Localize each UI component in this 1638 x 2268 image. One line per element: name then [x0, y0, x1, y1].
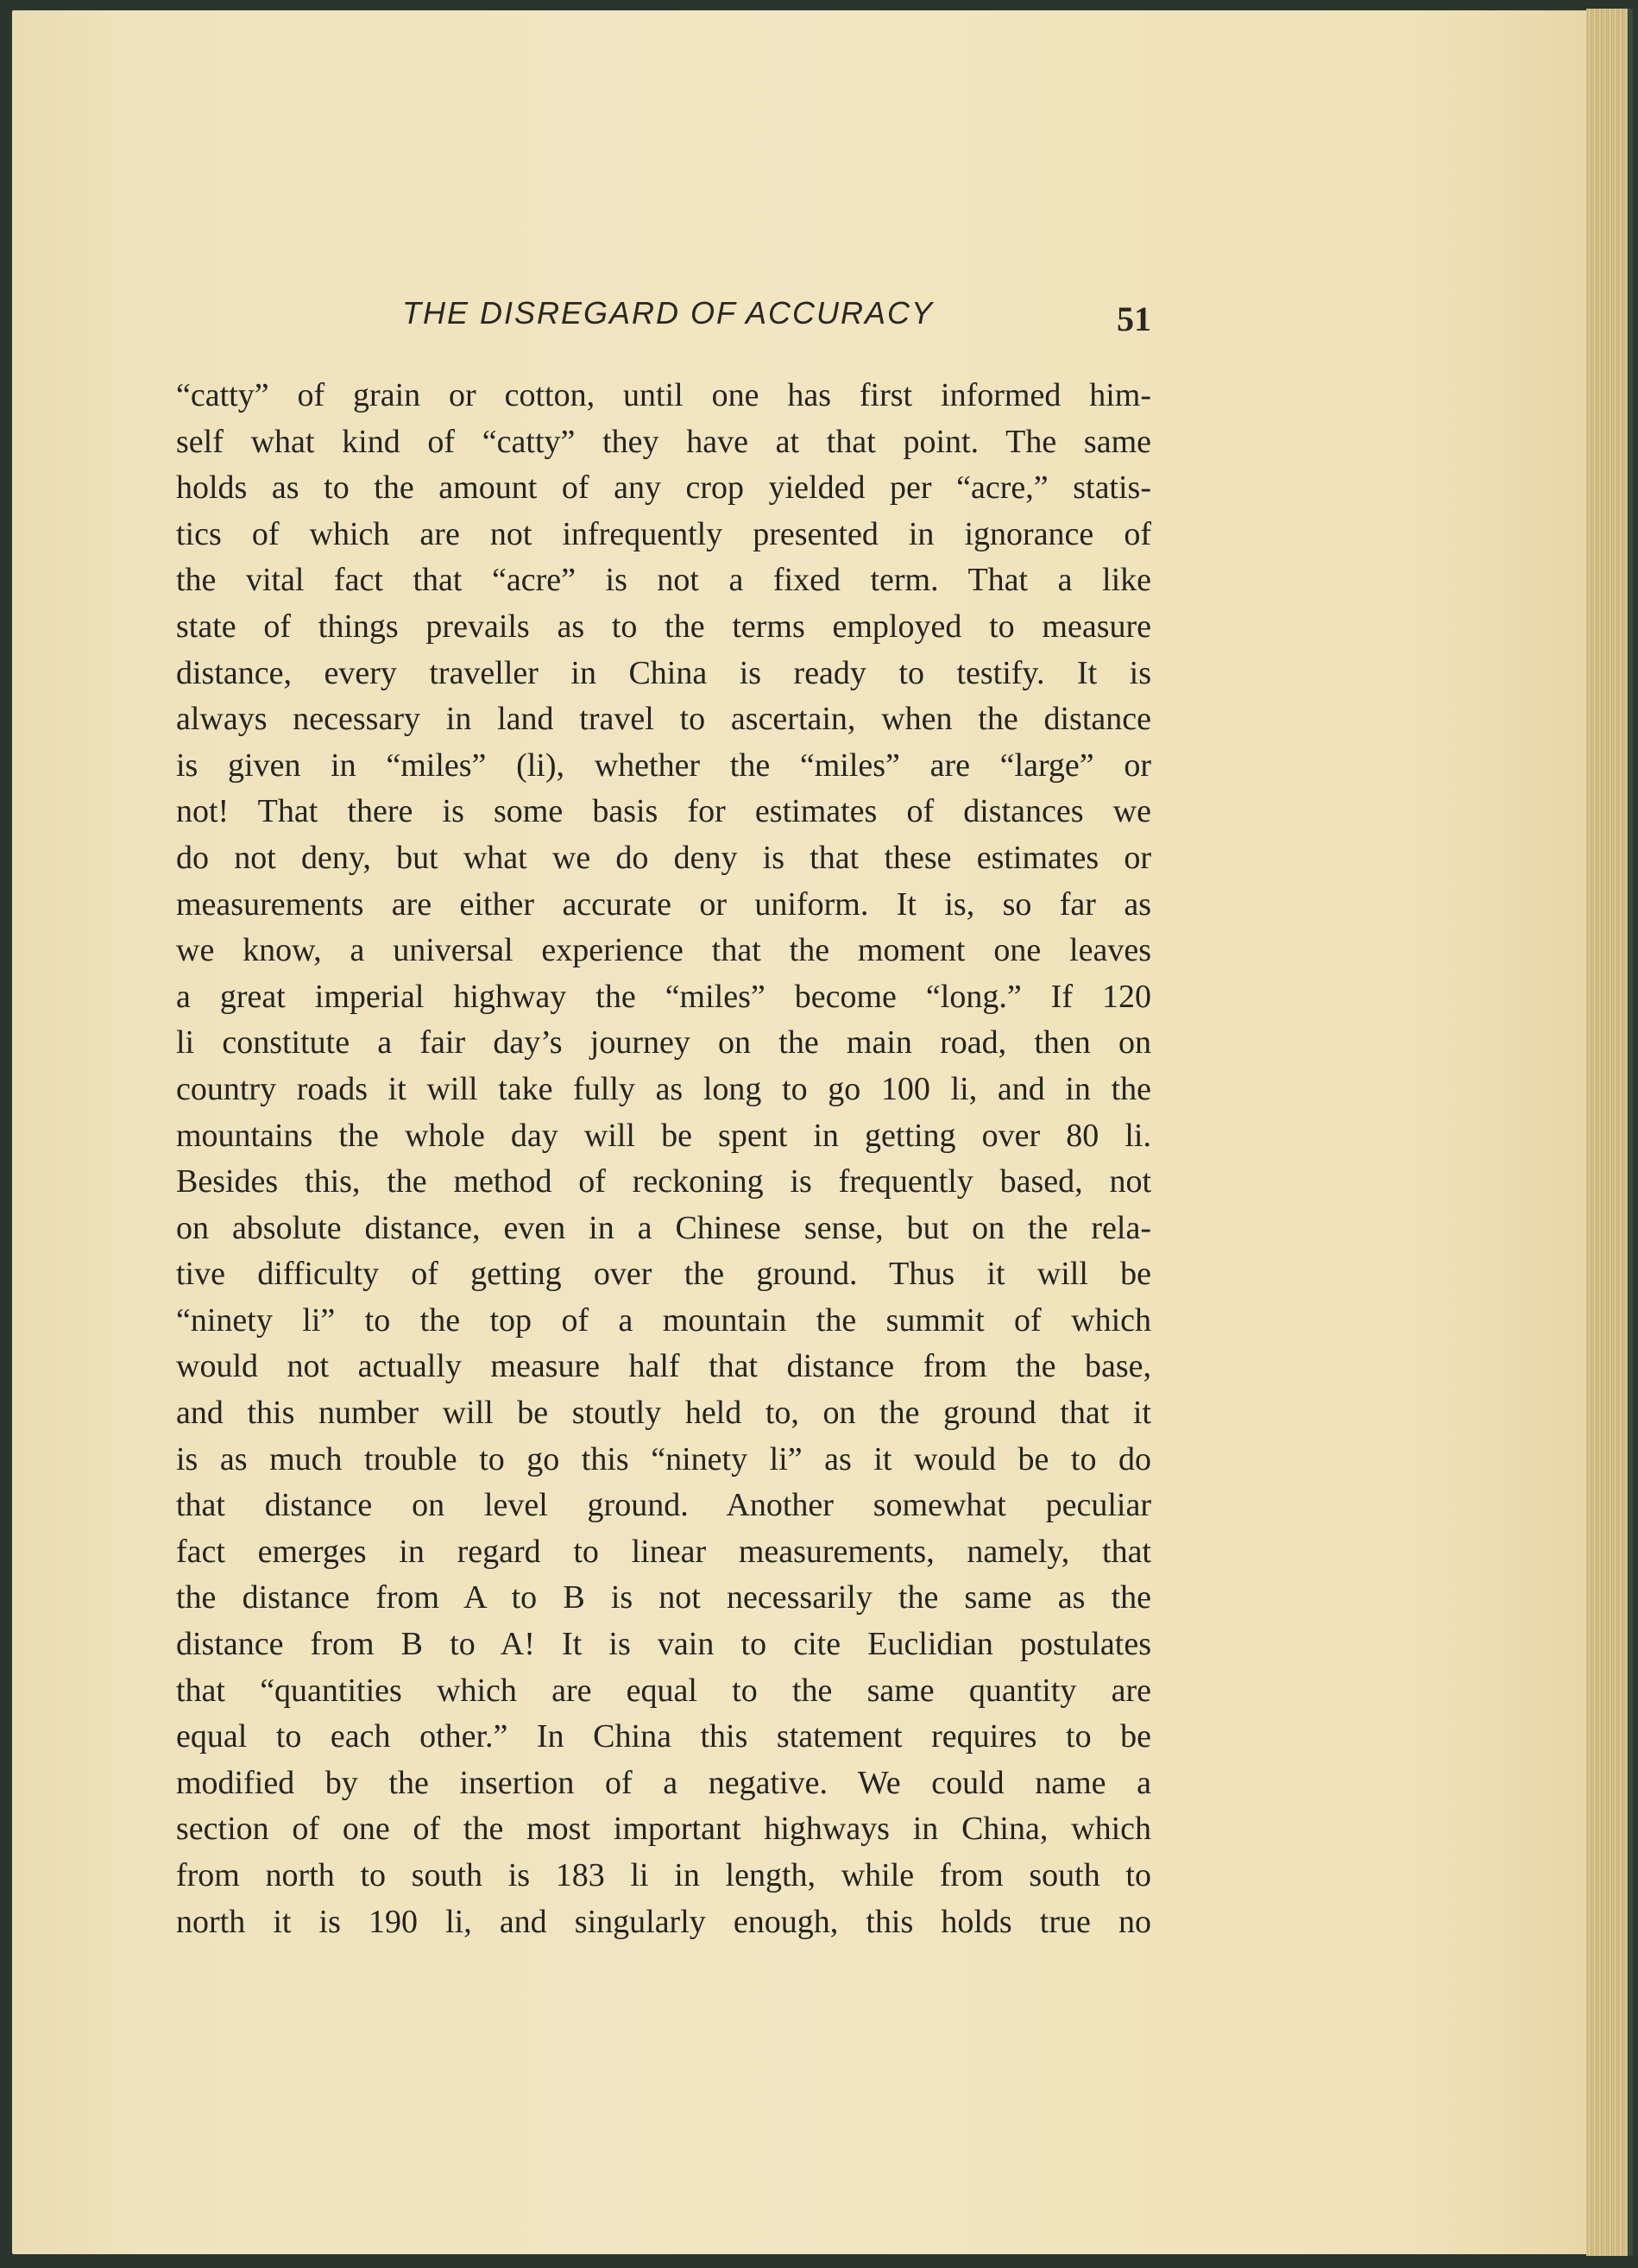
text-line: and this number will be stoutly held to, on the ground that it	[176, 1395, 1151, 1432]
page-number: 51	[1117, 299, 1151, 338]
book-page	[12, 10, 1600, 2254]
text-line: not! That there is some basis for estimates of distances we	[176, 793, 1151, 830]
text-line: tive difficulty of getting over the ground. Thus it will be	[176, 1256, 1151, 1293]
text-line: distance, every traveller in China is ready to testify. It is	[176, 654, 1151, 691]
text-line: tics of which are not infrequently presented in ignorance of	[176, 515, 1151, 552]
text-line: north it is 190 li, and singularly enough, this holds true no	[176, 1903, 1151, 1940]
text-line: the vital fact that “acre” is not a fixed term. That a like	[176, 562, 1151, 599]
text-line: mountains the whole day will be spent in getting over 80 li.	[176, 1117, 1151, 1154]
text-line: li constitute a fair day’s journey on the main road, then on	[176, 1024, 1151, 1062]
text-line: “catty” of grain or cotton, until one has first informed him-	[176, 377, 1151, 413]
text-line: the distance from A to B is not necessarily the same as the	[176, 1579, 1151, 1616]
text-line: we know, a universal experience that the moment one leaves	[176, 932, 1151, 969]
running-title: THE DISREGARD OF ACCURACY	[402, 295, 935, 331]
text-line: a great imperial highway the “miles” become “long.” If 120	[176, 978, 1151, 1015]
text-line: holds as to the amount of any crop yielded per “acre,” statis-	[176, 469, 1151, 507]
text-line: always necessary in land travel to ascertain, when the distance	[176, 701, 1151, 738]
page-header	[12, 295, 1600, 347]
text-line: from north to south is 183 li in length, while from south to	[176, 1857, 1151, 1893]
body-text	[176, 373, 1151, 1945]
text-line: is given in “miles” (li), whether the “miles” are “large” or	[176, 747, 1151, 784]
text-line: is as much trouble to go this “ninety li” as it would be to do	[176, 1440, 1151, 1477]
text-line: measurements are either accurate or uniform. It is, so far as	[176, 885, 1151, 923]
text-line: state of things prevails as to the terms employed to measure	[176, 608, 1151, 645]
text-line: section of one of the most important highways in China, which	[176, 1811, 1151, 1848]
text-line: on absolute distance, even in a Chinese sense, but on the rela-	[176, 1209, 1151, 1246]
page-edges	[1586, 9, 1633, 2256]
text-line: modified by the insertion of a negative. We could name a	[176, 1764, 1151, 1801]
text-line: “ninety li” to the top of a mountain the summit of which	[176, 1301, 1151, 1339]
text-line: fact emerges in regard to linear measurements, namely, that	[176, 1533, 1151, 1570]
text-line: that “quantities which are equal to the same quantity are	[176, 1672, 1151, 1709]
text-line: would not actually measure half that distance from the base,	[176, 1348, 1151, 1385]
text-line: that distance on level ground. Another somewhat peculiar	[176, 1487, 1151, 1524]
text-line: country roads it will take fully as long to go 100 li, and in the	[176, 1070, 1151, 1107]
text-line: self what kind of “catty” they have at that point. The same	[176, 423, 1151, 460]
text-line: do not deny, but what we do deny is that these estimates or	[176, 839, 1151, 876]
text-line: Besides this, the method of reckoning is frequently based, not	[176, 1163, 1151, 1200]
text-line: distance from B to A! It is vain to cite Euclidian postulates	[176, 1626, 1151, 1663]
text-line: equal to each other.” In China this statement requires to be	[176, 1718, 1151, 1755]
